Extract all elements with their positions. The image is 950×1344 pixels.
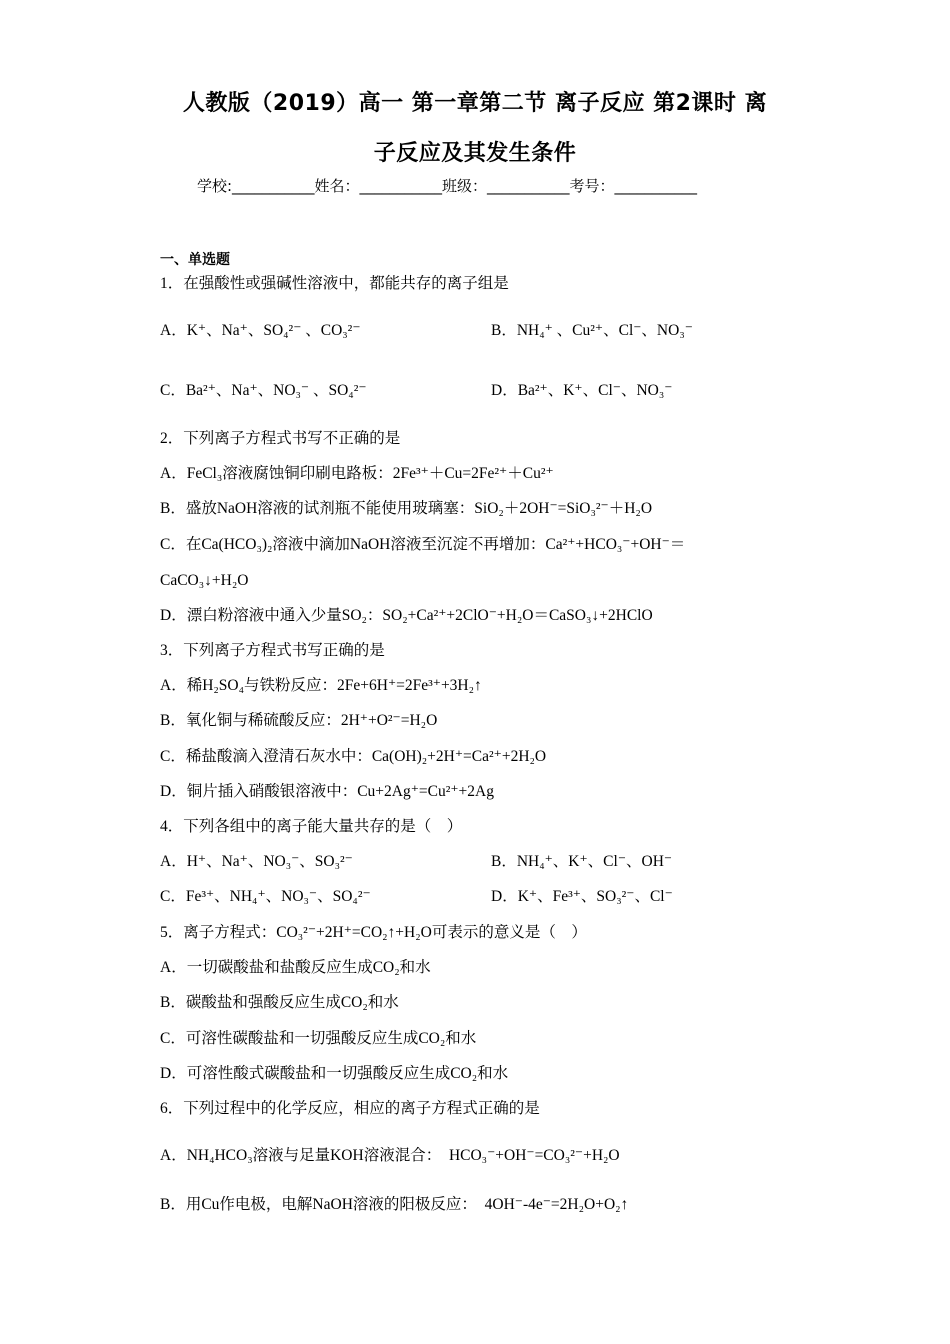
option-d: D．K⁺、Fe³⁺、SO₃²⁻、Cl⁻ <box>491 888 673 905</box>
option-a: A．FeCl₃溶液腐蚀铜印刷电路板：2Fe³⁺＋Cu=2Fe²⁺＋Cu²⁺ <box>160 465 554 482</box>
option-a: A．H⁺、Na⁺、NO₃⁻、SO₃²⁻ <box>160 853 353 870</box>
title-line-2: 子反应及其发生条件 <box>373 141 577 166</box>
option-b: B．盛放NaOH溶液的试剂瓶不能使用玻璃塞：SiO₂＋2OH⁻=SiO₃²⁻＋H₂O <box>160 500 653 517</box>
option-c: C．Ba²⁺、Na⁺、NO₃⁻ 、SO₄²⁻ <box>160 382 367 399</box>
question-stem: 4．下列各组中的离子能大量共存的是（ ） <box>160 818 463 835</box>
option-a: A．一切碳酸盐和盐酸反应生成CO₂和水 <box>160 959 431 976</box>
option-c: C．可溶性碳酸盐和一切强酸反应生成CO₂和水 <box>160 1030 477 1047</box>
option-d: D．Ba²⁺、K⁺、Cl⁻、NO₃⁻ <box>491 382 673 399</box>
option-c: C．稀盐酸滴入澄清石灰水中：Ca(OH)₂+2H⁺=Ca²⁺+2H₂O <box>160 748 547 765</box>
option-c: C．Fe³⁺、NH₄⁺、NO₃⁻、SO₄²⁻ <box>160 888 371 905</box>
student-info-fields: 学校:___________姓名：___________班级：___________考号：___________ <box>197 177 698 195</box>
option-a: A．NH₄HCO₃溶液与足量KOH溶液混合： HCO₃⁻+OH⁻=CO₃²⁻+H₂O <box>160 1147 620 1164</box>
section-heading: 一、单选题 <box>160 252 230 268</box>
option-b: B．氧化铜与稀硫酸反应：2H⁺+O²⁻=H₂O <box>160 712 438 729</box>
option-c: C．在Ca(HCO₃)₂溶液中滴加NaOH溶液至沉淀不再增加：Ca²⁺+HCO₃⁻+OH⁻＝ <box>160 536 686 553</box>
option-b: B．NH₄⁺ 、Cu²⁺、Cl⁻、NO₃⁻ <box>491 322 693 339</box>
option-b: B．NH₄⁺、K⁺、Cl⁻、OH⁻ <box>491 853 673 870</box>
title-line-1: 人教版（2019）高一 第一章第二节 离子反应 第2课时 离 <box>182 91 768 116</box>
option-b: B．用Cu作电极，电解NaOH溶液的阳极反应： 4OH⁻-4e⁻=2H₂O+O₂↑ <box>160 1196 629 1213</box>
question-stem: 2．下列离子方程式书写不正确的是 <box>160 430 401 447</box>
option-a: A．稀H₂SO₄与铁粉反应：2Fe+6H⁺=2Fe³⁺+3H₂↑ <box>160 677 482 694</box>
option-b: B．碳酸盐和强酸反应生成CO₂和水 <box>160 994 399 1011</box>
option-d: D．漂白粉溶液中通入少量SO₂：SO₂+Ca²⁺+2ClO⁻+H₂O＝CaSO₃↓+2HClO <box>160 607 653 624</box>
question-stem: 1．在强酸性或强碱性溶液中，都能共存的离子组是 <box>160 275 509 292</box>
question-stem: 6．下列过程中的化学反应，相应的离子方程式正确的是 <box>160 1100 540 1117</box>
option-d: D．可溶性酸式碳酸盐和一切强酸反应生成CO₂和水 <box>160 1065 509 1082</box>
question-stem: 3．下列离子方程式书写正确的是 <box>160 642 385 659</box>
option-c-continued: CaCO₃↓+H₂O <box>160 572 249 589</box>
option-a: A．K⁺、Na⁺、SO₄²⁻ 、CO₃²⁻ <box>160 322 361 339</box>
question-stem: 5．离子方程式：CO₃²⁻+2H⁺=CO₂↑+H₂O可表示的意义是（ ） <box>160 924 587 941</box>
option-d: D．铜片插入硝酸银溶液中：Cu+2Ag⁺=Cu²⁺+2Ag <box>160 783 494 800</box>
